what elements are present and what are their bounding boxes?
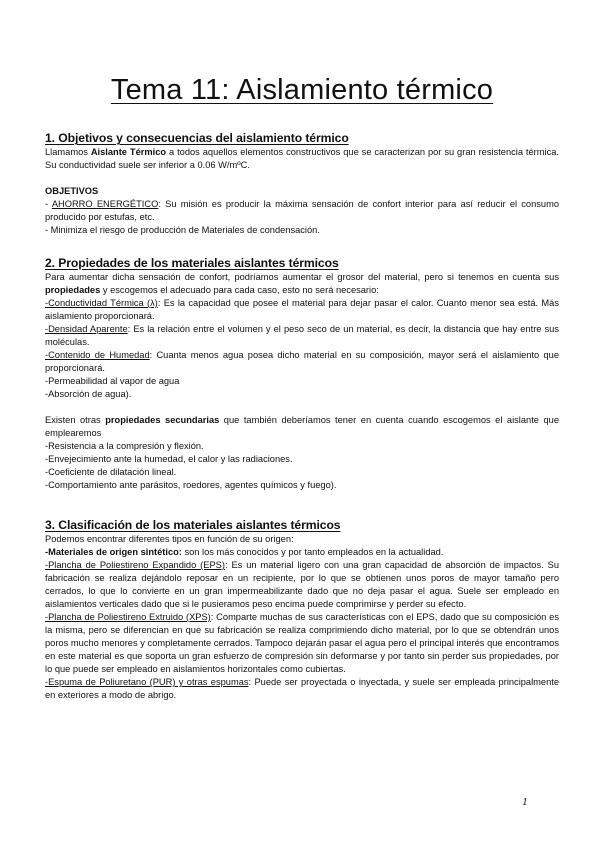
material-xps — [45, 611, 559, 676]
secundaria-comportamiento: -Comportamiento ante parásitos, roedores, agentes químicos y fuego). — [45, 480, 337, 490]
secundaria-dilatacion: -Coeficiente de dilatación lineal. — [45, 467, 177, 477]
section-3-intro: Podemos encontrar diferentes tipos en función de su origen: — [45, 534, 294, 544]
page-number: 1 — [522, 798, 528, 808]
section-2-intro — [45, 271, 559, 297]
propiedades-secundarias-intro — [45, 414, 559, 440]
ahorro-energetico-term: AHORRO ENERGÉTICO — [51, 199, 159, 209]
propiedad-text: : Es la relación entre el volumen y el peso seco de un material, es decir, la distancia que hay entre sus moléculas. — [45, 324, 559, 347]
secundaria-resistencia: -Resistencia a la compresión y flexión. — [45, 441, 204, 451]
propiedad-densidad — [45, 323, 559, 349]
bullet-dash: - — [45, 199, 52, 209]
objetivo-condensacion: - Minimiza el riesgo de producción de Materiales de condensación. — [45, 225, 320, 235]
propiedad-conductividad — [45, 297, 559, 323]
humedad-term: -Contenido de Humedad — [45, 350, 150, 360]
propiedades-secundarias-term: propiedades secundarias — [105, 415, 220, 425]
section-clasificacion — [45, 518, 559, 702]
intro-text-cont: a todos aquellos elementos constructivos que se caracterizan por su gran resistencia térmica. Su conductividad suele ser inferior a 0.06 W/mºC. — [45, 147, 559, 170]
eps-text: : Es un material ligero con una gran capacidad de absorción de impactos. Su fabricación se realiza dejándolo reposar en un recipiente, por lo que se obtienen unos poros de mayor tamaño pero cerrados, lo que lo convierte en un gran impermeabilizante dado que no deja pasar el agua. Suele ser empleado en aislamientos verticales dado que si le pusieramos peso encima puede comprimirse y perder su efecto. — [45, 560, 559, 609]
sintetico-term: -Materiales de origen sintético: — [45, 547, 182, 557]
xps-term: -Plancha de Poliestireno Extruido (XPS) — [45, 612, 211, 622]
objetivo-ahorro — [45, 198, 559, 224]
section-propiedades — [45, 256, 559, 492]
section-objetivos — [45, 131, 559, 237]
conductividad-term: -Conductividad Térmica (λ) — [45, 298, 158, 308]
section-3-heading: 3. Clasificación de los materiales aislantes térmicos — [45, 518, 341, 532]
objetivos-label: OBJETIVOS — [45, 186, 99, 196]
section-1-intro — [45, 146, 559, 172]
xps-text: : Comparte muchas de sus características con el EPS, dado que su composición es la misma, pero se diferencian en que su fabricación se realiza comprimiendo dicho material, por lo que se obtendrán unos poros mucho menores y completamente cerrados. Tampoco dejarán pasar el agua pero el principal interés que encontramos en este material es que soporta un gran esfuerzo de compresión sin deformarse y por tanto sin perder sus propiedades, por lo que puede ser empleado en aislamientos horizontales como cubiertas. — [45, 612, 559, 674]
secundaria-envejecimiento: -Envejecimiento ante la humedad, el calor y las radiaciones. — [45, 454, 293, 464]
propiedad-text: : Cuanta menos agua posea dicho material en su composición, mayor será el aislamiento que proporcionará. — [45, 350, 559, 373]
section-2-heading: 2. Propiedades de los materiales aislantes térmicos — [45, 256, 339, 270]
densidad-term: -Densidad Aparente — [45, 324, 128, 334]
material-eps — [45, 559, 559, 611]
objetivo-text: : Su misión es producir la máxima sensación de confort interior para así reducir el consumo producido por estufas, etc. — [45, 199, 560, 222]
origen-sintetico — [45, 546, 559, 559]
propiedades-term: propiedades — [45, 285, 101, 295]
intro-text-cont: que también deberíamos tener en cuenta cuando escogemos el aislante que emplearemos — [45, 415, 560, 438]
aislante-termico-term: Aislante Térmico — [90, 147, 167, 157]
section-1-heading: 1. Objetivos y consecuencias del aislamiento térmico — [45, 131, 349, 145]
document-title: Tema 11: Aislamiento térmico — [110, 74, 494, 106]
propiedad-text: : Es la capacidad que posee el material para dejar pasar el calor. Cuanto menor sea está. Más aislamiento proporcionará. — [45, 298, 559, 321]
intro-text: Existen otras — [45, 415, 106, 425]
intro-text: Llamamos — [45, 147, 91, 157]
intro-text-cont: y escogemos el adecuado para cada caso, esto no será necesario: — [100, 285, 379, 295]
propiedad-absorcion: -Absorción de agua). — [45, 389, 132, 399]
material-pur — [45, 676, 559, 702]
sintetico-text: son los más conocidos y por tanto empleados en la actualidad. — [181, 547, 444, 557]
eps-term: -Plancha de Poliestireno Expandido (EPS) — [45, 560, 225, 570]
intro-text: Para aumentar dicha sensación de confort, podríamos aumentar el grosor del material, pero si tenemos en cuenta sus — [45, 272, 559, 282]
pur-text: : Puede ser proyectada o inyectada, y suele ser empleada principalmente en exteriores a modo de abrigo. — [45, 677, 560, 700]
pur-term: -Espuma de Poliuretano (PUR) y otras espumas — [45, 677, 249, 687]
propiedad-permeabilidad: -Permeabilidad al vapor de agua — [45, 376, 180, 386]
propiedad-humedad — [45, 349, 559, 375]
